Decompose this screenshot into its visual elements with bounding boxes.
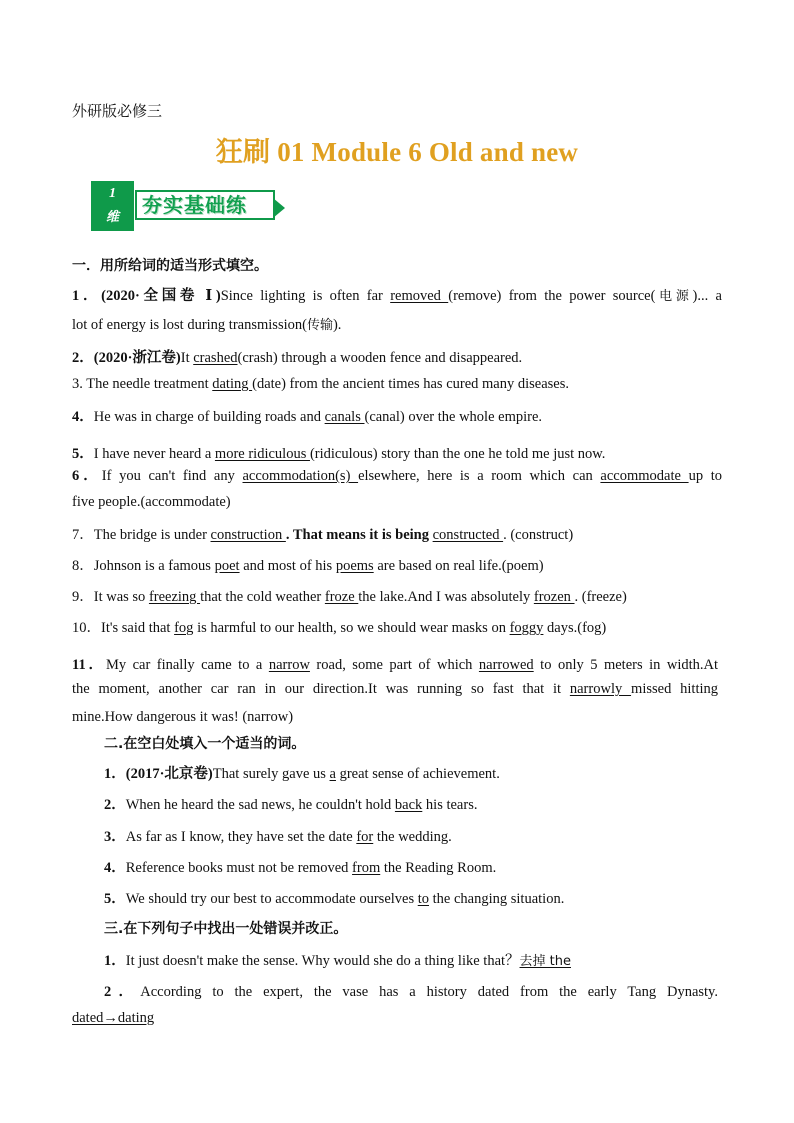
q-text: (canal) over the whole empire. (364, 409, 543, 425)
q-number: 9． (72, 589, 94, 605)
answer: freezing (148, 589, 201, 605)
q-text: When he heard the sad news, he couldn't hold (125, 797, 395, 813)
q-text: elsewhere, here is a room which can (358, 468, 601, 484)
q-text: (ridiculous) story than the one he told me just now. (309, 446, 606, 462)
question-3 (72, 376, 569, 393)
q-number: 11． (72, 657, 106, 673)
q-number: 5． (72, 446, 94, 462)
q-source: (2017·北京卷) (125, 766, 213, 782)
q-text: days.(fog) (543, 620, 607, 636)
badge-number-block (91, 181, 134, 231)
question-10 (72, 616, 606, 637)
q-source: (2020·浙江卷) (93, 350, 181, 366)
answer: removed (390, 288, 449, 304)
answer: for (356, 829, 374, 845)
q-number: 2． (104, 797, 126, 813)
q-text: . That means it is being (285, 527, 433, 543)
answer: dating (212, 376, 253, 392)
answer: back (394, 797, 423, 813)
q-text: (crash) through a wooden fence and disappeared. (237, 350, 523, 366)
q-text: According to the expert, the vase has a history dated from the early Tang Dynasty. (140, 984, 718, 1000)
question-8 (72, 554, 544, 575)
answer: frozen (533, 589, 575, 605)
question-7 (72, 523, 573, 544)
q-text: I have never heard a (93, 446, 215, 462)
answer: narrowly (569, 681, 632, 697)
error-question-1 (104, 949, 571, 970)
q-text: )... a (692, 288, 722, 304)
q-text: are based on real life.(poem) (373, 558, 544, 574)
q-number: 2． (104, 984, 141, 1000)
q-number: 6． (72, 468, 102, 484)
answer: accommodation(s) (242, 468, 359, 484)
question-11-cont2: mine.How dangerous it was! (narrow) (72, 709, 294, 725)
q-text: As far as I know, they have set the date (125, 829, 357, 845)
question-11 (72, 653, 718, 674)
answer: dated→dating (72, 1010, 155, 1026)
q-text: 电源 (655, 289, 693, 304)
q-number: 1． (104, 766, 126, 782)
q-source: (2020·全国卷 Ⅰ) (101, 288, 221, 304)
q-text: (remove) from the power source( (448, 288, 656, 304)
q-number: 1． (72, 288, 102, 304)
q-text: My car finally came to a (105, 657, 269, 673)
q-text: is harmful to our health, so we should wear masks on (193, 620, 510, 636)
q-number: 3． (104, 829, 126, 845)
q-text: . (freeze) (574, 589, 627, 605)
answer: 去掉 the (519, 954, 571, 969)
answer: narrowed (478, 657, 534, 673)
q-text: He was in charge of building roads and (93, 409, 325, 425)
question-1 (72, 284, 722, 305)
answer: foggy (509, 620, 544, 636)
fill-question-1 (104, 762, 500, 783)
section-heading-3: 三.在下列句子中找出一处错误并改正。 (104, 921, 348, 937)
q-text: ). (332, 317, 342, 333)
q-number: 5． (104, 891, 126, 907)
q-text: that the cold weather (200, 589, 325, 605)
answer: narrow (268, 657, 310, 673)
q-text: missed hitting (631, 681, 719, 697)
badge-title: 夯实基础练 (135, 190, 275, 220)
q-text: The needle treatment (82, 376, 213, 392)
q-text: lot of energy is lost during transmission( (72, 317, 307, 333)
q-text: The bridge is under (93, 527, 211, 543)
question-4 (72, 405, 542, 426)
error-question-2 (104, 980, 718, 1001)
badge-unit: 维 (105, 210, 119, 225)
page-title: 狂刷 01 Module 6 Old and new (215, 137, 579, 167)
q-text: the moment, another car ran in our direction.It was running so fast that it (72, 681, 570, 697)
q-text: the lake.And I was absolutely (358, 589, 534, 605)
answer: accommodate (600, 468, 689, 484)
q-text: to only 5 meters in width.At (533, 657, 719, 673)
q-number: 2． (72, 350, 94, 366)
q-text: up to (688, 468, 723, 484)
q-number: 8． (72, 558, 94, 574)
q-text: great sense of achievement. (335, 766, 500, 782)
question-9 (72, 585, 627, 606)
fill-question-4 (104, 856, 496, 877)
question-6-cont: five people.(accommodate) (72, 494, 231, 510)
q-text: 传输 (306, 318, 333, 333)
question-2 (72, 346, 522, 367)
answer: constructed (432, 527, 504, 543)
answer: a (329, 766, 336, 782)
q-text: . (construct) (503, 527, 574, 543)
q-text: the Reading Room. (380, 860, 497, 876)
answer: poems (335, 558, 374, 574)
answer: construction (210, 527, 286, 543)
edition-label: 外研版必修三 (72, 102, 163, 120)
q-text: It's said that (101, 620, 175, 636)
section-badge (91, 181, 287, 231)
q-text: and most of his (239, 558, 336, 574)
question-6 (72, 464, 722, 485)
section-heading-2: 二.在空白处填入一个适当的词。 (104, 736, 306, 752)
q-text: the changing situation. (429, 891, 565, 907)
q-text: It just doesn't make the sense. Why would she do a thing like that？ (125, 953, 520, 969)
section-heading-1: 一．用所给词的适当形式填空。 (72, 258, 268, 274)
q-number: 3. (72, 376, 83, 392)
fill-question-2 (104, 793, 477, 814)
q-number: 10． (72, 620, 101, 636)
q-number: 4． (72, 409, 94, 425)
q-number: 7． (72, 527, 94, 543)
q-text: Since lighting is often far (220, 288, 391, 304)
answer: more ridiculous (214, 446, 310, 462)
q-text: That surely gave us (212, 766, 330, 782)
q-text: the wedding. (373, 829, 452, 845)
badge-number: 1 (109, 186, 116, 201)
q-text: road, some part of which (309, 657, 479, 673)
answer: froze (324, 589, 359, 605)
question-1-cont (72, 314, 341, 334)
q-number: 1． (104, 953, 126, 969)
q-text: Reference books must not be removed (125, 860, 353, 876)
question-11-cont (72, 681, 718, 698)
q-text: Johnson is a famous (93, 558, 215, 574)
q-text: (date) from the ancient times has cured many diseases. (252, 376, 569, 392)
badge-arrow-icon (273, 198, 285, 218)
q-text: It was so (93, 589, 149, 605)
q-text: It (180, 350, 194, 366)
fill-question-3 (104, 825, 452, 846)
question-5 (72, 442, 605, 463)
answer: from (352, 860, 381, 876)
answer: poet (214, 558, 240, 574)
answer: crashed (193, 350, 238, 366)
answer: to (417, 891, 430, 907)
q-text: We should try our best to accommodate ourselves (125, 891, 418, 907)
fill-question-5 (104, 887, 564, 908)
error-question-2-answer (72, 1010, 154, 1027)
q-text: If you can't find any (101, 468, 243, 484)
answer: fog (174, 620, 194, 636)
q-text: his tears. (422, 797, 478, 813)
q-number: 4． (104, 860, 126, 876)
answer: canals (324, 409, 365, 425)
